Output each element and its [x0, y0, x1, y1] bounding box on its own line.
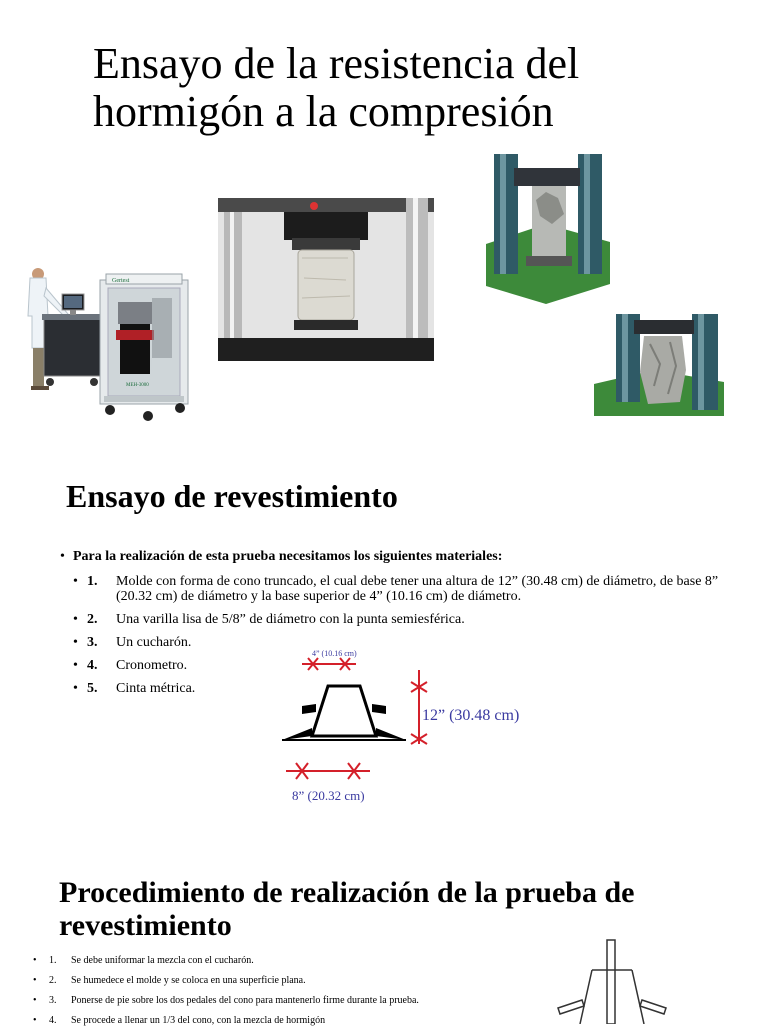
cone-handles: [302, 704, 386, 714]
compression-machine-photo: [20, 258, 192, 428]
list-item: • 3. Un cucharón.: [73, 635, 192, 650]
cone-pedals: [282, 728, 406, 740]
step-text: Ponerse de pie sobre los dos pedales del cono para mantenerlo firme durante la prueba.: [71, 995, 419, 1006]
cone-walls: [580, 970, 644, 1024]
item-text: Un cucharón.: [116, 635, 192, 650]
step-text: Se debe uniformar la mezcla con el cucharón.: [71, 955, 254, 966]
list-item: • 5. Cinta métrica.: [73, 681, 196, 696]
list-item: • 1. Se debe uniformar la mezcla con el cucharón.: [33, 955, 254, 966]
bullet: •: [60, 549, 65, 564]
slump-cone-diagram: [276, 644, 546, 810]
list-item: • 2. Se humedece el molde y se coloca en una superficie plana.: [33, 975, 306, 986]
base-diameter-label: 8” (20.32 cm): [292, 788, 365, 803]
list-item: • 3. Ponerse de pie sobre los dos pedales del cono para mantenerlo firme durante la prueba.: [33, 995, 419, 1006]
machine-brand: Gertest: [112, 278, 130, 284]
machine-model: MEH-3000: [126, 383, 149, 388]
procedure-list: [33, 955, 503, 1035]
failed-specimen-photo-2: [594, 314, 724, 416]
tamping-rod: [607, 940, 615, 1024]
section-title-procedimiento: Procedimiento de realización de la prueba de revestimiento: [59, 876, 635, 942]
item-text: Molde con forma de cono truncado, el cual debe tener una altura de 12” (30.48 cm) de diámetro, de base 8” (20.32 cm) de diámetro y la base superior de 4” (10.16 cm) de diámetro.: [116, 574, 719, 604]
top-diameter-label: 4” (10.16 cm): [312, 649, 357, 658]
item-number: 4.: [87, 658, 98, 673]
step-number: 2.: [49, 975, 57, 986]
item-text: Cinta métrica.: [116, 681, 196, 696]
list-item: • 4. Se procede a llenar un 1/3 del cono, con la mezcla de hormigón: [33, 1015, 326, 1026]
list-item: • 1. Molde con forma de cono truncado, el cual debe tener una altura de 12” (30.48 cm) de diámetro, de base 8” (20.32 cm) de diámetro y la base superior de 4” (10.16 cm) de diámetro.: [73, 574, 719, 604]
item-number: 2.: [87, 612, 98, 627]
step-number: 3.: [49, 995, 57, 1006]
height-label: 12” (30.48 cm): [422, 707, 520, 724]
step-text: Se humedece el molde y se coloca en una superficie plana.: [71, 975, 306, 986]
materials-intro-text: Para la realización de esta prueba necesitamos los siguientes materiales:: [73, 549, 503, 564]
cone-outline: [312, 686, 376, 736]
list-item: • 2. Una varilla lisa de 5/8” de diámetro con la punta semiesférica.: [73, 612, 465, 627]
step-number: 4.: [49, 1015, 57, 1026]
item-number: 1.: [87, 574, 98, 589]
item-text: Una varilla lisa de 5/8” de diámetro con la punta semiesférica.: [116, 612, 465, 627]
cone-rod-diagram: [540, 936, 690, 1024]
page-title: Ensayo de la resistencia del hormigón a la compresión: [93, 39, 580, 136]
step-text: Se procede a llenar un 1/3 del cono, con la mezcla de hormigón: [71, 1015, 326, 1026]
item-text: Cronometro.: [116, 658, 188, 673]
cylinder-test-photo: [218, 198, 434, 361]
item-number: 3.: [87, 635, 98, 650]
list-item: • 4. Cronometro.: [73, 658, 188, 673]
step-number: 1.: [49, 955, 57, 966]
section-title-revestimiento: Ensayo de revestimiento: [66, 478, 398, 514]
item-number: 5.: [87, 681, 98, 696]
cone-handles: [558, 1000, 666, 1014]
failed-specimen-photo-1: [486, 154, 610, 304]
